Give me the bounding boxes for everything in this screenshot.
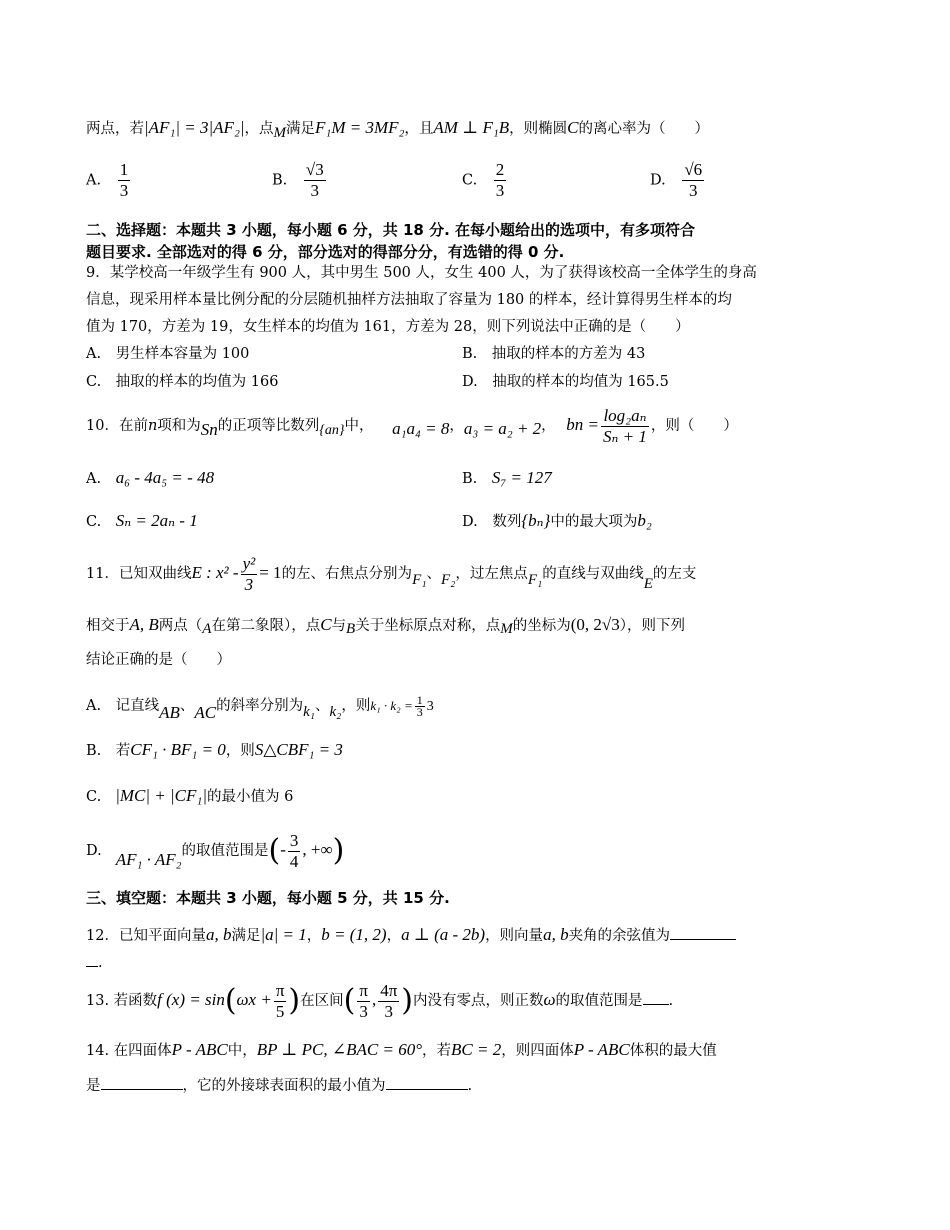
paren-left: ( [343,983,356,1018]
fraction-denominator: 3 [416,704,423,719]
q14-text: 体积的最大值 [629,1043,717,1059]
q13-interval-left [357,981,370,1022]
q12-cond3: a ⊥ (a - 2b) [401,925,486,944]
q11-text: 、 [314,698,330,714]
q8-option-a-fraction [118,160,131,201]
q11-option-d[interactable] [86,826,344,875]
q13-text: 13. 若函数 [86,993,158,1009]
q11-option-d-fraction [288,831,301,872]
q13-function: f (x) = sin [157,990,225,1009]
q8-option-c[interactable] [462,160,508,201]
q11-text: 11．已知双曲线 [86,566,192,582]
q11-text: 与 [331,618,347,634]
q11-k1: k₁ [303,704,315,720]
q12-cond2: b = (1, 2) [321,925,387,944]
fraction-numerator: 1 [119,160,129,179]
q11-f2: F₂ [440,572,456,588]
q11-option-b-area: S△CBF₁ = 3 [254,740,343,759]
q12-ab: a, b [205,925,232,944]
q11-line1 [86,553,696,595]
fraction-numerator: π [359,980,368,1000]
q11-option-b-expr: CF₁ · BF₁ = 0 [130,740,226,759]
q10-text: 中， [344,418,374,434]
option-letter: A. [86,471,102,487]
q10-text: 项和为 [157,418,201,434]
q11-option-a[interactable] [86,685,434,727]
q11-text: 两点（ [158,618,203,634]
q10-bn: bn = [566,415,600,434]
q11-ab: A, B [129,615,159,634]
q14-text: 是 [86,1078,101,1094]
q14-answer-blank-2[interactable] [386,1075,468,1090]
q8-text: 两点，若 [86,121,144,137]
paren-right: ) [401,983,414,1018]
q14-cond2: BC = 2 [451,1040,502,1059]
q11-line2 [86,615,685,636]
q8-option-c-fraction [494,160,507,201]
q11-option-a-fraction [415,692,425,719]
q10-sn: Sn [200,420,218,439]
q11-text: 的斜率分别为 [216,698,304,714]
q11-option-d-expr: AF₁ · AF₂ [115,850,182,869]
q12-answer-blank-cont[interactable] [86,952,98,967]
q11-eq-rhs: = 1 [259,563,282,582]
q10-text: 数列 [492,514,522,530]
fraction-denominator: 3 [689,181,698,200]
q11-c: C [320,615,332,634]
q12-ab: a, b [543,925,569,944]
fraction-numerator: log₂aₙ [601,406,649,427]
q8-text: ，则椭圆 [509,121,568,137]
q10-text: 中的最大项为 [550,514,638,530]
q14-tetrahedron: P - ABC [573,1040,630,1059]
fraction-numerator: y² [242,553,256,573]
q8-option-d-fraction [682,160,704,201]
q11-m: M [500,621,513,637]
q13-text: . [668,993,674,1009]
q11-text: 的取值范围是 [181,843,269,859]
q8-ellipse-c: C [567,118,579,137]
fraction-numerator: √3 [305,160,324,179]
q11-k2: k₂ [329,704,342,720]
paren-left: ( [224,983,237,1018]
option-letter: B. [462,471,478,487]
q11-eq-lhs: E : x² - [191,563,239,582]
q9-option-a[interactable]: A. 男生样本容量为 100 [86,346,250,362]
fraction-denominator: 3 [310,181,320,200]
q9-line2: 信息，现采用样本量比例分配的分层随机抽样方法抽取了容量为 180 的样本，经计算得男生样本的均 [86,292,732,308]
q10-cond2: a₃ = a₂ + 2 [463,419,542,438]
q11-text: ，过左焦点 [455,566,528,582]
fraction-denominator: Sₙ + 1 [603,426,647,446]
q11-text: C. [86,789,102,805]
q11-option-c[interactable] [86,786,293,807]
q10-bn-seq: {bₙ} [521,511,551,530]
q14-text: ，若 [422,1043,452,1059]
section2-heading-line1: 二、选择题：本题共 3 小题，每小题 6 分，共 18 分. 在每小题给出的选项中，有多项符合 [86,221,696,239]
q11-text: 、 [426,566,441,582]
q11-m-coord: (0, 2√3 [570,615,620,634]
section2-heading-line2: 题目要求. 全部选对的得 6 分，部分选对的得部分分，有选错的得 0 分. [86,243,565,261]
q14-tetrahedron: P - ABC [171,1040,228,1059]
fraction-denominator: 3 [244,574,254,594]
q9-option-c[interactable]: C. 抽取的样本的均值为 166 [86,374,279,390]
q8-cond3: AM ⊥ F₁B [433,118,510,137]
q11-a: A [202,621,212,637]
fraction-denominator: 4 [289,851,299,871]
q11-text: 、 [179,698,195,714]
q11-text: 在第二象限），点 [211,618,321,634]
fraction-numerator: 1 [416,692,423,707]
q11-line-ac: AC [194,703,217,722]
q11-text: 的最小值为 6 [207,789,294,805]
fraction-denominator: 3 [119,181,129,200]
q11-text: 的直线与双曲线 [542,566,644,582]
q10-an: {an} [319,423,345,438]
q14-text: ，它的外接球表面积的最小值为 [182,1078,386,1094]
q11-text: 关于坐标原点对称，点 [355,618,501,634]
q13-text: 在区间 [300,993,344,1009]
q9-line1: 9．某学校高一年级学生有 900 人，其中男生 500 人，女生 400 人，为了获得该校高一全体学生的身高 [86,265,757,281]
q11-text: ，则 [225,743,255,759]
q11-f1: F₁ [412,572,427,588]
fraction-denominator: 3 [359,1001,368,1021]
q13-answer-blank[interactable] [643,990,669,1005]
q8-option-d[interactable] [650,160,706,201]
fraction-numerator: π [275,980,285,1000]
q13-interval-right [378,981,399,1022]
q11-text: D. [86,843,102,859]
q11-e: E [643,576,653,592]
q13-arg: ωx + [236,990,272,1009]
q14-text: 中， [227,1043,257,1059]
paren-right: ) [332,833,345,868]
fraction-denominator: 3 [495,181,505,200]
q12-text: 12．已知平面向量 [86,928,206,944]
q11-option-b[interactable] [86,740,343,761]
q8-cond1: |AF₁| = 3|AF₂| [144,118,245,137]
q14-line1 [86,1040,717,1061]
q10-text: ，则（ ） [650,418,738,434]
q10-option-a-expr: a₆ - 4a₅ = - 48 [115,468,215,487]
q11-text: 的左支 [652,566,697,582]
q10-n: n [147,418,158,434]
q8-text: ，点 [244,121,274,137]
q8-option-a[interactable] [86,160,132,201]
option-letter: A. [86,172,102,189]
q13-text: 的取值范围是 [555,993,643,1009]
q11-text: B. 若 [86,743,131,759]
fraction-denominator: 5 [275,1001,285,1021]
q10-option-b-expr: S₇ = 127 [491,468,552,487]
q14-text: . [467,1078,473,1094]
q14-text: 14. 在四面体 [86,1043,172,1059]
fraction-denominator: 3 [384,1001,393,1021]
q9-option-d[interactable]: D. 抽取的样本的均值为 165.5 [462,374,669,390]
q9-option-b[interactable]: B. 抽取的样本的方差为 43 [462,346,646,362]
q14-line2 [86,1075,472,1096]
q11-text: A. 记直线 [86,698,160,714]
q12-text: 夹角的余弦值为 [568,928,671,944]
q10-b2: b₂ [637,511,652,530]
q10-bn-fraction [601,406,649,447]
q8-text: ，且 [404,121,434,137]
paren-left: ( [268,833,281,868]
q12-answer-blank[interactable] [670,925,736,940]
q12-text: ，则向量 [485,928,544,944]
q10-option-a[interactable] [86,468,214,489]
q11-interval-left: - [280,840,286,859]
q8-option-b[interactable] [272,160,328,201]
q11-option-a-expr: k₁ · k₂ = [370,698,413,713]
q11-interval-right: , +∞ [302,840,333,859]
q10-option-c[interactable] [86,511,198,532]
section3-heading: 三、填空题：本题共 3 小题，每小题 5 分，共 15 分. [86,889,450,907]
q10-option-b[interactable] [462,468,552,489]
fraction-numerator: 3 [289,830,299,850]
q10-text: 的正项等比数列 [217,418,320,434]
q10-option-c-expr: Sₙ = 2aₙ - 1 [115,511,198,530]
q12-text: 满足 [231,928,261,944]
q10-stem: 10．在前n项和为Sn的正项等比数列{an}中， a₁a₄ = 8，a₃ = a₂ + 2， bn = $\frac{\text{log₂aₙ}}{\text{Sₙ + 1}}$ ，则（ ） [86,405,738,446]
q11-text: 相交于 [86,618,130,634]
q14-cond1: BP ⊥ PC, ∠BAC = 60° [256,1040,423,1059]
q12-text: . [98,955,103,971]
q9-line3: 值为 170，方差为 19，女生样本的均值为 161，方差为 28，则下列说法中正确的是（ ） [86,319,690,335]
q8-text: 满足 [286,121,316,137]
q12-cond1: |a| = 1 [260,925,307,944]
q11-text: 的左、右焦点分别为 [281,566,413,582]
option-letter: D. [462,514,478,530]
fraction-numerator: √6 [684,160,703,179]
q12-line2 [86,952,103,973]
q11-option-a-tail: 3 [426,699,434,714]
q8-cond2: F₁M = 3MF₂ [315,118,405,137]
option-letter: D. [650,172,666,189]
q13-line: 13. 若函数f (x) = sin(ωx + $\frac{\pi}{5}$ )在区间( $\frac{\pi}{3}$ , $\frac{4\pi}{3}$ )内没有零点，则正数ω的取值范围是 . [86,980,674,1021]
q12-line1: 12．已知平面向量a, b满足|a| = 1，b = (1, 2)，a ⊥ (a - 2b)，则向量a, b夹角的余弦值为 [86,925,736,946]
q10-text: 10．在前 [86,418,148,434]
q10-cond1: a₁a₄ = 8 [392,419,450,438]
q14-answer-blank-1[interactable] [101,1075,183,1090]
q8-line1 [86,118,709,139]
q10-option-d[interactable] [462,511,652,532]
q11-text: ），则下列 [619,618,685,634]
option-letter: C. [462,172,478,189]
q11-option-c-expr: |MC| + |CF₁| [115,786,207,805]
fraction-numerator: 2 [495,160,505,179]
q11-eq-fraction [241,554,258,595]
q8-text: 的离心率为（ ） [578,121,709,137]
option-letter: B. [272,172,288,189]
q8-option-b-fraction [304,160,326,201]
q11-text: ，则 [341,698,371,714]
option-letter: C. [86,514,102,530]
q11-line-ab: AB [159,703,180,722]
q13-omega: ω [543,990,556,1009]
q14-text: ，则四面体 [501,1043,574,1059]
q13-fraction [274,981,287,1022]
q11-f1: F₁ [527,572,543,588]
fraction-numerator: 4π [380,980,398,1000]
q11-line3: 结论正确的是（ ） [86,652,231,668]
q8-point-m: M [273,125,287,141]
q11-text: 的坐标为 [512,618,571,634]
q11-b: B [346,621,356,637]
q13-text: 内没有零点，则正数 [413,993,544,1009]
paren-right: ) [288,983,301,1018]
